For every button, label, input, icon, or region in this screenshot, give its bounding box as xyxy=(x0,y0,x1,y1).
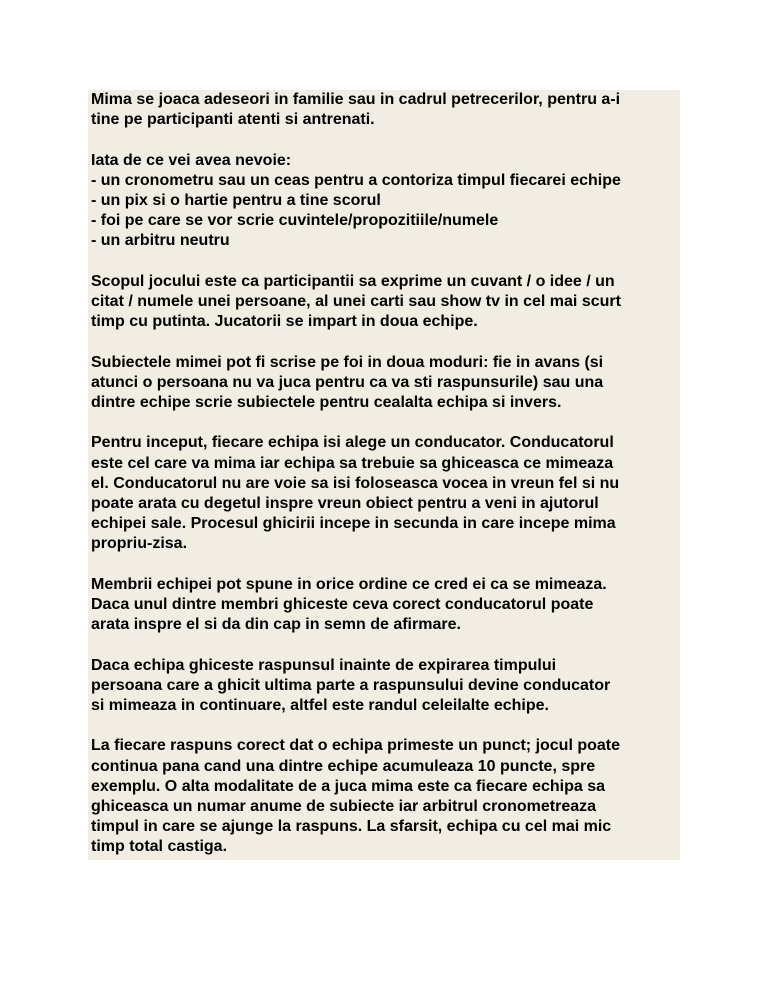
paragraph-intro: Mima se joaca adeseori in familie sau in cadrul petrecerilor, pentru a-i tine pe participanti atenti si antrenati. xyxy=(91,91,621,129)
paragraph-guessing: Membrii echipei pot spune in orice ordine ce cred ei ca se mimeaza. Daca unul dintre membri ghiceste ceva corect conducatorul poate arata inspre el si da din cap in semn de afirmare. xyxy=(91,575,607,634)
paragraph-subjects: Subiectele mimei pot fi scrise pe foi in doua moduri: fie in avans (si atunci o persoana nu va juca pentru ca va sti raspunsurile) sau una dintre echipe scrie subiectele pentru cealalta echipa si invers. xyxy=(91,353,604,411)
paragraph-leader: Pentru inceput, fiecare echipa isi alege un conducator. Conducatorul este cel care va mima iar echipa sa trebuie sa ghiceasca ce mimeaza el. Conducatorul nu are voie sa isi foloseasca vocea in vreun fel si nu poate arata cu degetul inspre vreun obiect pentru a veni in ajutorul echipei sale. Procesul ghicirii incepe in secunda in care incepe mima propriu-zisa. xyxy=(91,434,620,553)
paragraph-materials-list: Iata de ce vei avea nevoie: - un cronometru sau un ceas pentru a contoriza timpul fiecarei echipe - un pix si o hartie pentru a tine scorul - foi pe care se vor scrie cuvintele/propozitiile/numele - un arbitru neutru xyxy=(91,151,621,250)
paragraph-scoring: La fiecare raspuns corect dat o echipa primeste un punct; jocul poate continua pana cand una dintre echipe acumuleaza 10 puncte, spre exemplu. O alta modalitate de a juca mima este ca fiecare echipa sa ghiceasca un numar anume de subiecte iar arbitrul cronometreaza timpul in care se ajunge la raspuns. La sfarsit, echipa cu cel mai mic timp total castiga. xyxy=(91,737,621,856)
document-text-block xyxy=(88,90,680,860)
paragraph-turns: Daca echipa ghiceste raspunsul inainte de expirarea timpului persoana care a ghicit ultima parte a raspunsului devine conducator si mimeaza in continuare, altfel este randul celeilalte echipe. xyxy=(91,656,611,714)
paragraph-goal: Scopul jocului este ca participantii sa exprime un cuvant / o idee / un citat / numele unei persoane, al unei carti sau show tv in cel mai scurt timp cu putinta. Jucatorii se impart in doua echipe. xyxy=(91,272,621,331)
